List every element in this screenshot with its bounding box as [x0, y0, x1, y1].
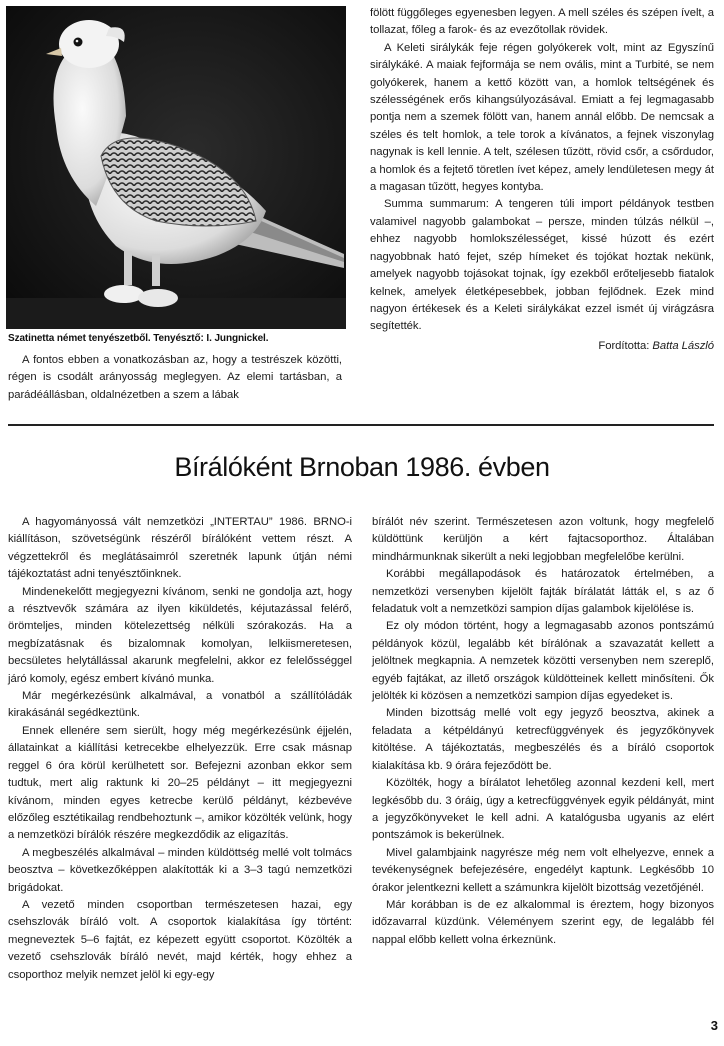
paragraph: A megbeszélés alkalmával – minden küldöttség mellé volt tolmács beosztva – következőképpen alakították ki a 3–3 tagú nemzetközi brigádokat.	[8, 846, 352, 894]
paragraph: Mivel galambjaink nagyrésze még nem volt elhelyezve, ennek a tevékenységnek befejezésére, engedélyt kaptunk. Legkésőbb 10 órakor jelentkezni kellett a számunkra kijelölt bizottság vezetőjénél.	[372, 846, 714, 894]
credit-name: Batta László	[652, 339, 714, 352]
paragraph: A fontos ebben a vonatkozásban az, hogy a testrészek közötti, régen is csodált arányosság meglegyen. Az elemi tartásban, a parádéállásban, oldalnézetben a szem a lábak	[8, 354, 342, 401]
photo-caption: Szatinetta német tenyészetből. Tenyésztő: I. Jungnickel.	[8, 333, 269, 344]
paragraph: A Keleti sirálykák feje régen golyókerek volt, mint az Egyszínű sirálykáké. A maiak fejformája se nem ovális, mint a Turbité, se nem golyókerek, hanem a kettő között van, a homlok teltségének és szélességének erős kihangsúlyozásával. Emiatt a fej legmagasabb pontja nem a szemek fölött van, hanem annál előbb. De nemcsak a széles és telt homlok, a tele torok a kívánatos, a fejnek viszonylag nagynak is kell lennie. A telt, szélesen tűzött, rövid csőr, a csőrdudor, a homlok és a fejtető töretlen ívet képez, amely lendületesen megy át a magasan tűzött, hegyes kontyba.	[370, 41, 714, 194]
paragraph: Már korábban is de ez alkalommal is éreztem, hogy bizonyos időzavarral küzdünk. Véleményem szerint egy, de legalább fél nappal előbb kellett volna érkeznünk.	[372, 898, 714, 946]
paragraph-continuation: bírálót név szerint. Természetesen azon voltunk, hogy megfelelő küldöttünk kerüljön a kért fajtacsoporthoz. Általában mindhármunknak sikerült a neki legjobban megfelelőbe kerülni.	[372, 516, 714, 563]
paragraph: Minden bizottság mellé volt egy jegyző beosztva, akinek a feladata a kétpéldányú ketrecfüggvények és jegyzőkönyvek kitöltése. A tájékoztatás, megbeszélés és a bíráló csoportok kialakítása kb. 9 órára fejeződött be.	[372, 707, 714, 772]
paragraph: Ennek ellenére sem sierült, hogy még megérkezésünk éjjelén, állatainkat a kiállítási ketrecekbe elhelyezzük. Erre csak másnap reggel 6 óra körül kerülhetett sor. Befejezni azonban ekkor sem tudtuk, mert alig raktunk ki 20–25 példányt – itt megjegyezni kívánom, minden egyes ketrecbe kerülő példányt, kézbevéve előzőleg esztétikailag rendbehoztunk –, amikor közölték velünk, hogy a nemzetközi bírálók részére megkezdődik az eligazítás.	[8, 724, 352, 842]
article-left-column	[8, 514, 352, 984]
paragraph: Ez oly módon történt, hogy a legmagasabb azonos pontszámú példányok közül, legalább két bírálónak a szavazatát kellett a jelöltnek megkapnia. A nemzetek közötti versenyben nem szereplő, egyéb fajtákat, az illető országok küldötteinek kellett minősíteni. Ők jelölték ki közösen a nemzetközi sampion díjas egyedeket is.	[372, 620, 714, 703]
article-right-column	[372, 514, 714, 949]
pigeon-photo	[6, 6, 346, 329]
page-number: 3	[710, 1018, 718, 1033]
paragraph: Korábbi megállapodások és határozatok értelmében, a nemzetközi versenyben kijelölt fajták bírálatát látták el, s az ő feladatuk volt a nemzetközi sampion díjas galambok kijelölése is.	[372, 568, 714, 616]
paragraph: Már megérkezésünk alkalmával, a vonatból a szállítóládák kirakásánál segédkeztünk.	[8, 690, 352, 720]
section-divider	[8, 424, 714, 426]
top-right-column	[370, 5, 714, 355]
paragraph: A vezető minden csoportban természetesen hazai, egy csehszlovák bíráló volt. A csoportok kialakítása így történt: megneveztek 5–6 fajtát, ez képezett együtt csoportot. Közölték a vezető csehszlovák bíráló nevét, majd kérték, hogy ehhez a csoporthoz melyik nemzet jelöl ki egy-egy	[8, 898, 352, 981]
paragraph: Summa summarum: A tengeren túli import példányok testben valamivel nagyobb galambokat – persze, minden túlzás nélkül –, ehhez nagyobb homlokszélességet, kissé húzott és ezért nagyobbnak ható fejet, szép hímeket és tojókat hoztak nekünk, amelyek nagyobb tojásokat tojnak, így ezekből erőteljesebb fiatalok kelnek, amelyek életképesebbek, jobban fejlődnek. Ezek mind nagyon értékesek és a Keleti sirálykákat ezzel ismét új virágzásra segítették.	[370, 198, 714, 333]
top-left-column	[8, 352, 342, 404]
paragraph: A hagyományossá vált nemzetközi „INTERTAU” 1986. BRNO-i kiállításon, szövetségünk részéről bírálóként vettem részt. A végzettekről és meglátásaimról szeretnék lapunk útján némi tájékoztatást adni tenyésztőinknek.	[8, 516, 352, 581]
paragraph-continuation: fölött függőleges egyenesben legyen. A mell széles és szépen ívelt, a tollazat, főleg a farok- és az evezőtollak rövidek.	[370, 7, 714, 37]
credit-label: Fordította:	[598, 339, 650, 352]
translator-credit	[370, 338, 714, 355]
pigeon-illustration	[6, 6, 346, 329]
article-title: Bírálóként Brnoban 1986. évben	[174, 452, 550, 482]
paragraph: Mindenekelőtt megjegyezni kívánom, senki ne gondolja azt, hogy a résztvevők számára az ilyen kiküldetés, kéjutazással felérő, örömteljes, minden kötelezettség nélküli szórakozás. Ha a megbízatásnak és bizalomnak komolyan, lelkiismeretesen, becsületes helytállással akarunk megfelelni, akkor ez felelősséggel járó komoly, egész embert kívánó munka.	[8, 585, 352, 685]
paragraph: Közölték, hogy a bírálatot lehetőleg azonnal kezdeni kell, mert legkésőbb du. 3 óráig, úgy a ketrecfüggvények egyik példányát, mint a jegyzőkönyveket le kell adni. A katalógusba ugyanis az elért pontszámok is bekerülnek.	[372, 777, 714, 842]
